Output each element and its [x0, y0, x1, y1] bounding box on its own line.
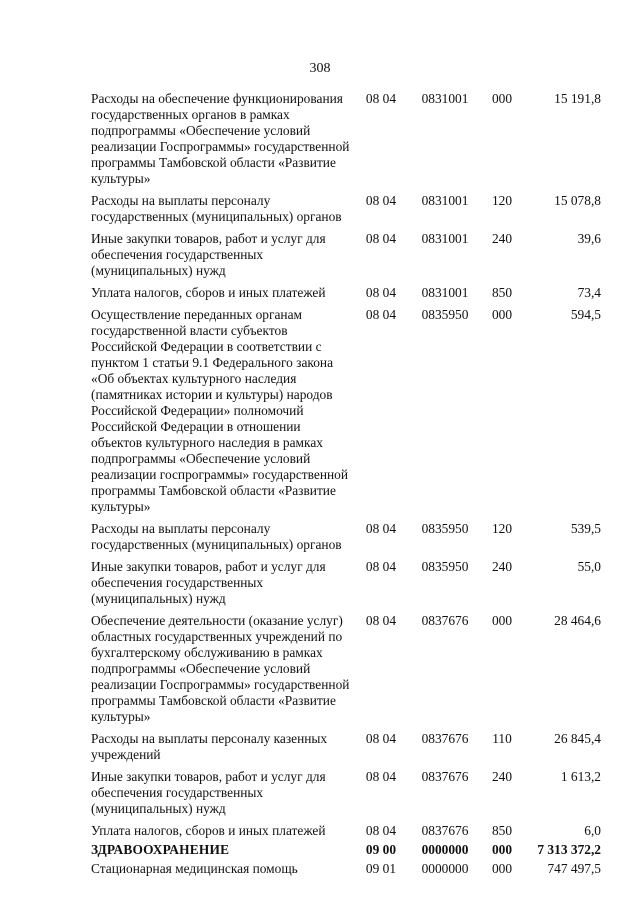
row-section-code: 08 04: [365, 231, 397, 246]
table-row: [91, 91, 601, 187]
row-description: Иные закупки товаров, работ и услуг для обеспечения государственных (муниципальных) нужд: [91, 231, 326, 278]
row-amount: 28 464,6: [554, 613, 601, 628]
table-row: [91, 307, 601, 515]
page-number: 308: [309, 61, 331, 76]
row-description: Уплата налогов, сборов и иных платежей: [91, 823, 326, 838]
row-amount: 594,5: [570, 307, 601, 322]
row-amount: 6,0: [584, 823, 601, 838]
row-amount: 539,5: [570, 521, 601, 536]
row-section-code: 08 04: [365, 307, 397, 322]
row-description: Расходы на выплаты персоналу государственных (муниципальных) органов: [91, 193, 342, 224]
row-amount: 73,4: [577, 285, 601, 300]
row-section-code: 09 00: [365, 842, 397, 857]
row-target-code: 0837676: [421, 613, 469, 628]
row-expense-type: 110: [492, 731, 512, 746]
row-amount: 7 313 372,2: [537, 842, 601, 857]
row-amount: 55,0: [577, 559, 601, 574]
row-section-code: 08 04: [365, 193, 397, 208]
table-row: [91, 285, 601, 301]
row-expense-type: 000: [491, 842, 513, 857]
row-section-code: 08 04: [365, 91, 397, 106]
row-description: Расходы на выплаты персоналу государственных (муниципальных) органов: [91, 521, 342, 552]
row-description: Обеспечение деятельности (оказание услуг) областных государственных учреждений по бухгалтерскому обслуживанию в рамках подпрограммы «Обеспечение условий реализации Госпрограммы» государственной программы Тамбовской области «Развитие культуры»: [91, 613, 350, 724]
row-target-code: 0831001: [421, 285, 469, 300]
row-description: Стационарная медицинская помощь: [91, 861, 298, 876]
row-expense-type: 000: [491, 613, 513, 628]
row-expense-type: 120: [491, 193, 513, 208]
table-row: [91, 521, 601, 553]
row-section-code: 08 04: [365, 613, 397, 628]
row-expense-type: 000: [491, 91, 513, 106]
table-row: [91, 193, 601, 225]
row-amount: 15 078,8: [554, 193, 601, 208]
row-target-code: 0000000: [421, 861, 469, 876]
row-section-code: 08 04: [365, 285, 397, 300]
row-target-code: 0837676: [421, 823, 469, 838]
row-section-code: 08 04: [365, 823, 397, 838]
row-amount: 26 845,4: [554, 731, 601, 746]
table-row: [91, 613, 601, 725]
row-target-code: 0831001: [421, 193, 469, 208]
row-section-code: 08 04: [365, 769, 397, 784]
table-row: [91, 731, 601, 763]
row-amount: 747 497,5: [547, 861, 601, 876]
row-description: Расходы на выплаты персоналу казенных учреждений: [91, 731, 328, 762]
row-section-code: 08 04: [365, 559, 397, 574]
row-expense-type: 850: [491, 823, 513, 838]
row-amount: 15 191,8: [554, 91, 601, 106]
row-description: Уплата налогов, сборов и иных платежей: [91, 285, 326, 300]
row-expense-type: 240: [491, 231, 513, 246]
row-amount: 39,6: [577, 231, 601, 246]
row-target-code: 0837676: [421, 731, 469, 746]
row-amount: 1 613,2: [560, 769, 601, 784]
row-target-code: 0831001: [421, 91, 469, 106]
row-section-code: 08 04: [365, 521, 397, 536]
row-expense-type: 240: [491, 769, 513, 784]
table-row: [91, 231, 601, 279]
row-target-code: 0837676: [421, 769, 469, 784]
row-expense-type: 850: [491, 285, 513, 300]
row-description: Расходы на обеспечение функционирования государственных органов в рамках подпрограммы «Обеспечение условий реализации Госпрограммы» государственной программы Тамбовской области «Развитие культуры»: [91, 91, 350, 186]
budget-table: [91, 91, 601, 877]
row-description: Осуществление переданных органам государственной власти субъектов Российской Федерации в соответствии с пунктом 1 статьи 9.1 Федерального закона «Об объектах культурного наследия (памятниках истории и культуры) народов Российской Федерации» полномочий Российской Федерации в отношении объектов культурного наследия в рамках подпрограммы «Обеспечение условий реализации госпрограммы» государственной программы Тамбовской области «Развитие культуры»: [91, 307, 349, 514]
row-section-code: 09 01: [365, 861, 397, 876]
table-row: [91, 861, 601, 877]
table-row: [91, 769, 601, 817]
row-target-code: 0000000: [421, 842, 469, 857]
table-row: [91, 559, 601, 607]
table-row-section-heading: [91, 842, 601, 858]
row-description: Иные закупки товаров, работ и услуг для обеспечения государственных (муниципальных) нужд: [91, 559, 326, 606]
row-target-code: 0835950: [421, 559, 469, 574]
row-expense-type: 240: [491, 559, 513, 574]
row-description: ЗДРАВООХРАНЕНИЕ: [91, 842, 230, 857]
row-target-code: 0831001: [421, 231, 469, 246]
table-row: [91, 823, 601, 839]
row-description: Иные закупки товаров, работ и услуг для обеспечения государственных (муниципальных) нужд: [91, 769, 326, 816]
row-expense-type: 120: [491, 521, 513, 536]
row-target-code: 0835950: [421, 521, 469, 536]
row-expense-type: 000: [491, 861, 513, 876]
row-expense-type: 000: [491, 307, 513, 322]
row-target-code: 0835950: [421, 307, 469, 322]
row-section-code: 08 04: [365, 731, 397, 746]
